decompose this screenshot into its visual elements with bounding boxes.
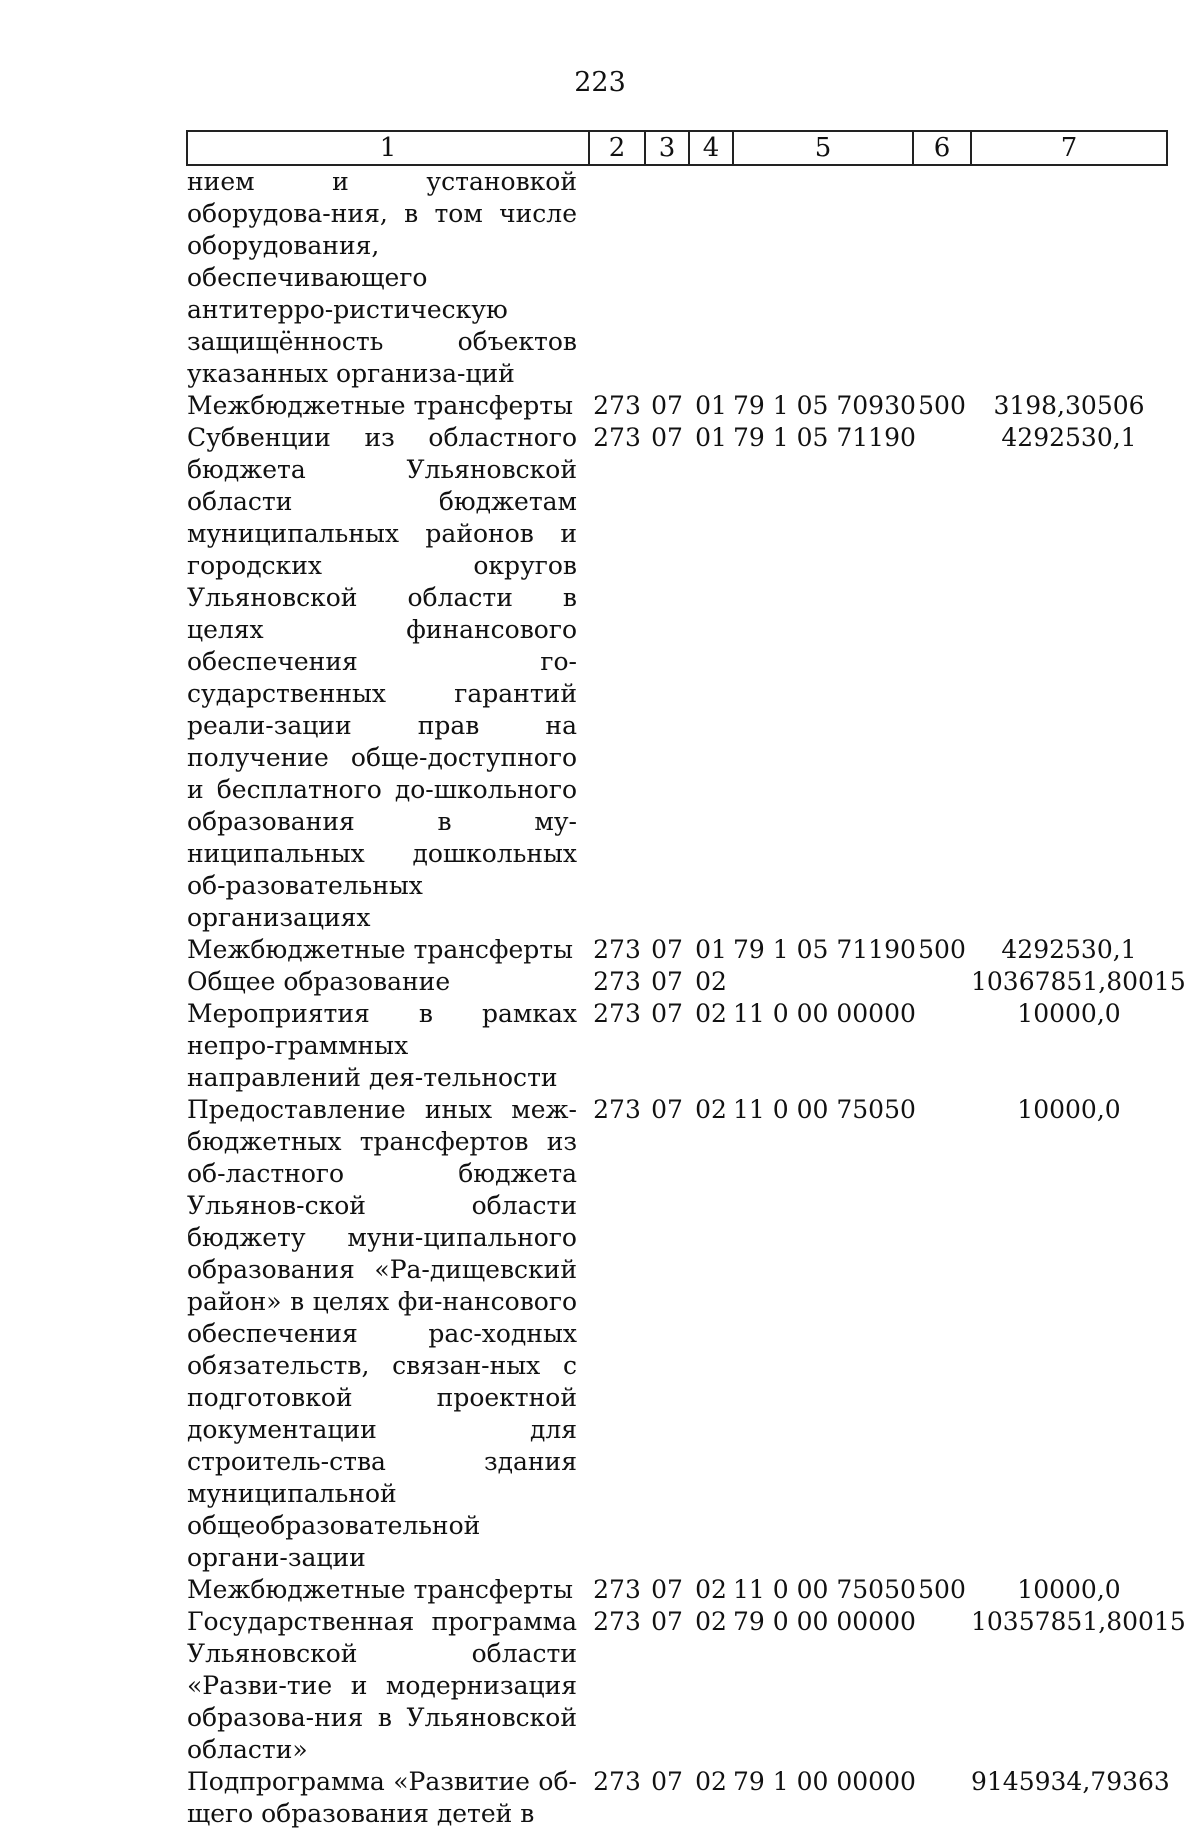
row-col3: 07 [651, 967, 683, 996]
row-col6 [913, 1094, 971, 1574]
row-name: Межбюджетные трансферты [187, 1575, 574, 1604]
row-col2: 273 [593, 1095, 641, 1124]
row-col5: 79 1 05 71190 [733, 935, 916, 964]
header-col-7: 7 [971, 131, 1167, 165]
row-col3 [645, 165, 689, 390]
row-col3: 07 [651, 1607, 683, 1636]
row-name: Межбюджетные трансферты [187, 935, 574, 964]
row-col4: 01 [695, 423, 727, 452]
row-col2: 273 [593, 1767, 641, 1796]
table-row [187, 1606, 1167, 1766]
row-col7: 10000,0 [1017, 1095, 1121, 1124]
row-col6 [913, 998, 971, 1094]
row-col7: 10367851,80015 [971, 967, 1186, 996]
row-name: Мероприятия в рамках непро-граммных направлений дея-тельности [187, 999, 577, 1092]
row-col5: 79 0 00 00000 [733, 1607, 916, 1636]
row-col7: 9145934,79363 [971, 1767, 1170, 1796]
row-col6: 500 [918, 391, 966, 420]
table-row [187, 422, 1167, 934]
row-col5: 79 1 00 00000 [733, 1767, 916, 1796]
header-col-3: 3 [645, 131, 689, 165]
row-col2: 273 [593, 423, 641, 452]
row-name: Государственная программа Ульяновской области «Разви-тие и модернизация образова-ния в Ульяновской области» [187, 1607, 577, 1764]
header-col-4: 4 [689, 131, 733, 165]
table-body [187, 165, 1186, 1830]
row-name: Предоставление иных меж-бюджетных трансфертов из об-ластного бюджета Ульянов-ской области бюджету муни-ципального образования «Ра-дищевский район» в целях фи-нансового обеспечения рас-ходных обязательств, связан-ных с подготовкой проектной документации для строитель-ства здания муниципальной общеобразовательной органи-зации [187, 1095, 577, 1572]
row-col3: 07 [651, 423, 683, 452]
row-name: Подпрограмма «Развитие об-щего образования детей в [187, 1767, 577, 1828]
row-col6: 500 [918, 935, 966, 964]
row-name: Субвенции из областного бюджета Ульяновской области бюджетам муниципальных районов и городских округов Ульяновской области в целях финансового обеспечения го-сударственных гарантий реали-зации прав на получение обще-доступного и бесплатного до-школьного образования в му-ниципальных дошкольных об-разовательных организациях [187, 423, 577, 932]
row-col2: 273 [593, 1607, 641, 1636]
row-col2: 273 [593, 391, 641, 420]
row-col3: 07 [651, 999, 683, 1028]
table-row [187, 1766, 1167, 1830]
row-col7: 3198,30506 [993, 391, 1145, 420]
row-col4: 01 [695, 935, 727, 964]
row-col3: 07 [651, 391, 683, 420]
row-col6 [913, 966, 971, 998]
row-col5: 11 0 00 75050 [733, 1095, 916, 1124]
row-col2: 273 [593, 1575, 641, 1604]
header-col-1: 1 [187, 131, 589, 165]
budget-table-container [186, 130, 1186, 1830]
row-col7: 10000,0 [1017, 1575, 1121, 1604]
table-row [187, 165, 1167, 390]
table-header [187, 131, 1167, 165]
row-col3: 07 [651, 1095, 683, 1124]
table-row [187, 390, 1167, 422]
row-col5: 79 1 05 70930 [733, 391, 916, 420]
row-col4: 01 [695, 391, 727, 420]
row-col4: 02 [695, 1575, 727, 1604]
row-col7: 10357851,80015 [971, 1607, 1186, 1636]
row-col5: 11 0 00 75050 [733, 1575, 916, 1604]
row-col3: 07 [651, 1767, 683, 1796]
row-col6 [913, 1606, 971, 1766]
page-number: 223 [574, 67, 626, 98]
table-row [187, 998, 1167, 1094]
header-row [187, 131, 1167, 165]
row-col4: 02 [695, 999, 727, 1028]
table-row [187, 966, 1167, 998]
row-col6 [913, 422, 971, 934]
row-col2: 273 [593, 935, 641, 964]
row-col3: 07 [651, 935, 683, 964]
row-col2 [589, 165, 645, 390]
row-col5 [733, 165, 913, 390]
row-name: нием и установкой оборудова-ния, в том числе оборудования, обеспечивающего антитерро-ристическую защищённость объектов указанных организа-ций [187, 167, 577, 388]
row-col3: 07 [651, 1575, 683, 1604]
header-col-5: 5 [733, 131, 913, 165]
row-col4: 02 [695, 1767, 727, 1796]
row-col7: 4292530,1 [1001, 423, 1137, 452]
table-row [187, 1574, 1167, 1606]
row-col4: 02 [695, 1095, 727, 1124]
row-col2: 273 [593, 999, 641, 1028]
row-name: Общее образование [187, 967, 451, 996]
header-col-6: 6 [913, 131, 971, 165]
header-col-2: 2 [589, 131, 645, 165]
row-col5: 11 0 00 00000 [733, 999, 916, 1028]
row-col4: 02 [695, 1607, 727, 1636]
row-col7: 4292530,1 [1001, 935, 1137, 964]
row-col5: 79 1 05 71190 [733, 423, 916, 452]
row-col7: 10000,0 [1017, 999, 1121, 1028]
row-col6 [913, 1766, 971, 1830]
table-row [187, 934, 1167, 966]
table-row [187, 1094, 1167, 1574]
budget-table [186, 130, 1186, 1830]
row-col4 [689, 165, 733, 390]
row-col6 [913, 165, 971, 390]
row-col2: 273 [593, 967, 641, 996]
row-col7 [971, 165, 1167, 390]
row-col5 [733, 966, 913, 998]
row-name: Межбюджетные трансферты [187, 391, 574, 420]
row-col6: 500 [918, 1575, 966, 1604]
row-col4: 02 [695, 967, 727, 996]
